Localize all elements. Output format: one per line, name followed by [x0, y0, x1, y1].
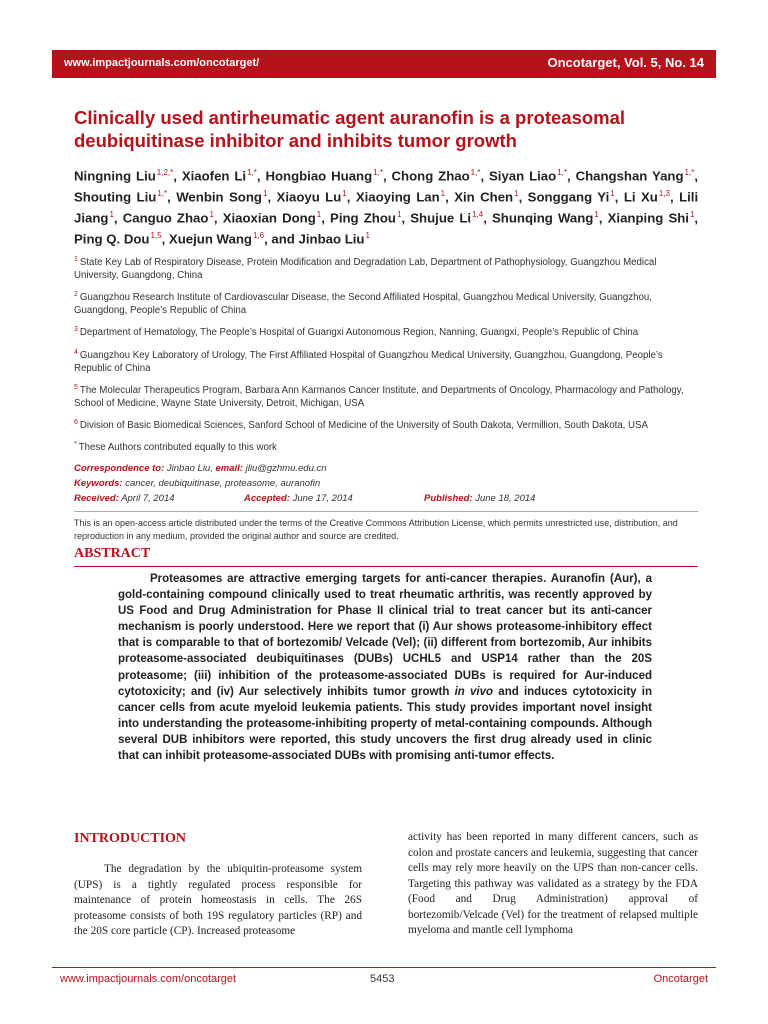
affiliations-list: [74, 253, 698, 461]
author-name: Shouting Liu: [74, 189, 157, 205]
affiliation-item: [74, 253, 698, 282]
affiliation-text: Division of Basic Biomedical Sciences, Sanford School of Medicine of the University of South Dakota, Vermillion, South Dakota, USA: [79, 420, 648, 432]
affiliation-marker: 2: [74, 291, 78, 299]
author-affiliation-marker: 1,*: [373, 168, 383, 177]
author-affiliation-marker: 1,*: [470, 168, 481, 177]
author-affiliation-marker: 1: [594, 209, 599, 219]
author-affiliation-marker: 1,4: [472, 209, 484, 219]
affiliation-item: [74, 346, 698, 375]
author-affiliation-marker: 1,6: [252, 230, 265, 240]
author-affiliation-marker: 1: [209, 209, 214, 219]
affiliation-text: The Molecular Therapeutics Program, Barbara Ann Karmanos Cancer Institute, and Departments of Oncology, Pharmacology and Pathology, School of Medicine, Wayne State University, Detroit, Michigan, USA: [74, 385, 684, 410]
received-date: Received: April 7, 2014: [74, 493, 175, 504]
author-name: Xuejun Wang: [168, 231, 252, 247]
author-name: Ningning Liu: [74, 168, 156, 184]
author-affiliation-marker: 1: [262, 188, 268, 198]
author-name: Shujue Li: [410, 210, 472, 226]
author-affiliation-marker: 1,*: [684, 168, 695, 177]
correspondence-line: [74, 461, 698, 476]
affiliation-text: Guangzhou Key Laboratory of Urology, The First Affiliated Hospital of Guangzhou Medical University, Guangzhou, Guangdong, People’s Republic of China: [74, 349, 663, 374]
author-name: Xiaoxian Dong: [222, 210, 316, 226]
author-affiliation-marker: 1: [342, 188, 347, 198]
accepted-date: Accepted: June 17, 2014: [244, 493, 353, 504]
page-number: 5453: [370, 973, 395, 985]
author-name: Wenbin Song: [176, 189, 262, 205]
author-affiliation-marker: 1,*: [557, 168, 567, 177]
abstract-body: Proteasomes are attractive emerging targets for anti-cancer therapies. Auranofin (Aur), a gold-containing compound clinically used to treat rheumatic arthritis, was recently approved by US Food and Drug Administration for Phase II clinical trial to treat cancer but its anti-cancer mechanism is poorly understood. Here we report that (i) Aur shows proteasome-inhibitory effect that is comparable to that of bortezomib/ Velcade (Vel); (ii) different from bortezomib, Aur inhibits proteasome-associated deubiquitinases (DUBs) UCHL5 and USP14 rather than the 20S proteasome; (iii) inhibition of the proteasome-associated DUBs is required for Aur-induced cytotoxicity; and (iv) Aur selectively inhibits tumor growth in vivo and induces cytotoxicity in cancer cells from acute myeloid leukemia patients. This study provides important novel insight into understanding the proteasome-inhibiting property of metal-containing compounds. Although several DUB inhibitors were reported, this study uncovers the first drug already used in clinic that can inhibit proteasome-associated DUBs with promising anti-tumor effects.: [118, 573, 652, 763]
affiliation-marker: *: [74, 441, 77, 449]
author-affiliation-marker: 1,2,*: [156, 168, 174, 177]
keywords-line: [74, 476, 698, 491]
correspondence-name: Jinbao Liu,: [166, 463, 213, 474]
author-name: Chong Zhao: [391, 168, 470, 184]
affiliation-text: State Key Lab of Respiratory Disease, Protein Modification and Degradation Lab, Department of Pathophysiology, Guangzhou Medical University, Guangdong, China: [74, 257, 657, 282]
affiliation-item: [74, 416, 698, 432]
author-name: Xiaoying Lan: [355, 189, 440, 205]
correspondence-email[interactable]: jliu@gzhmu.edu.cn: [245, 463, 327, 474]
affiliation-item: [74, 288, 698, 317]
author-name: Xiaoyu Lu: [276, 189, 342, 205]
author-name: Xiaofen Li: [181, 168, 247, 184]
author-name: Hongbiao Huang: [265, 168, 373, 184]
affiliation-marker: 3: [74, 326, 78, 334]
affiliation-marker: 1: [74, 256, 78, 263]
author-affiliation-marker: 1: [316, 209, 322, 219]
author-affiliation-marker: 1: [610, 188, 615, 198]
author-name: Li Xu: [623, 189, 658, 205]
journal-header-banner: [52, 50, 716, 78]
affiliation-text: These Authors contributed equally to this work: [78, 442, 277, 454]
author-name: Xianping Shi: [607, 210, 689, 226]
author-affiliation-marker: 1: [396, 209, 402, 219]
published-date: Published: June 18, 2014: [424, 493, 536, 504]
keywords-label: Keywords:: [74, 478, 123, 489]
affiliation-item: [74, 381, 698, 410]
footer-divider: [52, 967, 716, 968]
article-title: Clinically used antirheumatic agent auranofin is a proteasomal deubiquitinase inhibitor and inhibits tumor growth: [74, 107, 626, 151]
author-affiliation-marker: 1,*: [247, 168, 257, 177]
affiliation-item: [74, 323, 698, 339]
author-name: Ping Zhou: [330, 210, 396, 226]
author-name: Siyan Liao: [489, 168, 557, 184]
affiliation-marker: 6: [74, 419, 78, 427]
author-name: Jinbao Liu: [298, 231, 365, 247]
author-name: Lili Jiang: [74, 189, 699, 226]
author-affiliation-marker: 1,5: [150, 230, 162, 240]
introduction-right-column: activity has been reported in many different cancers, such as colon and prostate cancers and leukemia, suggesting that cancer cells may rely more heavily on the UPS than non-cancer cells. Targeting this pathway was validated as a strategy by the FDA (Food and Drug Administration) approval of bortezomib/Velcade (Vel) for the treatment of relapsed multiple myeloma and mantle cell lymphoma: [408, 831, 698, 936]
author-affiliation-marker: 1,*: [157, 188, 168, 198]
correspondence-label: Correspondence to:: [74, 463, 165, 474]
footer-journal-name: Oncotarget: [653, 973, 708, 985]
introduction-left-column: The degradation by the ubiquitin-proteasome system (UPS) is a tightly regulated process responsible for maintenance of protein homeostasis in cells. The 26S proteasome consists of both 19S regulatory particles (RP) and the 20S core particle (CP). Increased proteasome: [74, 863, 362, 937]
author-affiliation-marker: 1: [514, 188, 519, 198]
author-name: Changshan Yang: [575, 168, 684, 184]
abstract-heading: ABSTRACT: [74, 546, 151, 561]
abstract-divider: [74, 566, 698, 567]
footer-journal-url[interactable]: www.impactjournals.com/oncotarget: [60, 973, 237, 985]
affiliation-text: Guangzhou Research Institute of Cardiovascular Disease, the Second Affiliated Hospital, Guangzhou Medical University, Guangzhou, Guangdong, People’s Republic of China: [74, 292, 652, 317]
abstract-italic-term: in vivo: [454, 685, 494, 698]
keywords-text: cancer, deubiquitinase, proteasome, auranofin: [125, 478, 321, 489]
author-affiliation-marker: 1: [365, 230, 370, 240]
author-affiliation-marker: 1: [689, 209, 695, 219]
header-journal-volume: Oncotarget, Vol. 5, No. 14: [547, 55, 704, 70]
author-name: Songgang Yi: [527, 189, 610, 205]
header-journal-url[interactable]: www.impactjournals.com/oncotarget/: [64, 57, 260, 69]
introduction-heading: INTRODUCTION: [74, 831, 187, 846]
authors-and: and: [271, 231, 295, 247]
author-name: Shunqing Wang: [492, 210, 594, 226]
author-affiliation-marker: 1: [440, 188, 446, 198]
author-name: Ping Q. Dou: [74, 231, 150, 247]
affiliation-marker: 4: [74, 348, 78, 356]
author-affiliation-marker: 1,3: [658, 188, 670, 198]
author-affiliation-marker: 1: [109, 209, 114, 219]
email-label: email:: [215, 463, 243, 474]
author-list: Ningning Liu$^{1,2,*}$, Xiaofen $Li^{1,*}$, Hongbiao Huang$^{1,*}$, Chong Zhao$^{1,*}$, Siyan Liao$^{1,*}$, Changshan Yang$^{1,*}$, Shouting Liu$^{1,*}$, Wenbin Song$^1$, Xiaoyu Lu$^1$, Xiaoying Lan$^1$, Xin Chen$^1$, Songgang Yi$^1$, Li Xu$^{1,3}$, Lili Jiang$^1$, Canguo Zhao$^1$, Xiaoxian Dong$^1$, Ping Zhou$^1$, Shujue Li$^{1,4}$, Shunqing Wang$^1$, Xianping Shi$^1$, Ping Q. Dou$^{1,5}$, Xuejun Wang$^{1,6}$, and Jinbao Liu$^1$: [74, 168, 699, 247]
dates-line: [74, 491, 698, 506]
author-name: Xin Chen: [454, 189, 514, 205]
license-statement: This is an open-access article distributed under the terms of the Creative Commons Attribution License, which permits unrestricted use, distribution, and reproduction in any medium, provided the original author and source are credited.: [74, 518, 678, 541]
affiliation-marker: 5: [74, 383, 78, 391]
metadata-divider: [74, 511, 698, 512]
author-name: Canguo Zhao: [122, 210, 209, 226]
affiliation-text: Department of Hematology, The People’s Hospital of Guangxi Autonomous Region, Nanning, Guangxi, People’s Republic of China: [79, 327, 639, 339]
affiliation-item: [74, 438, 698, 454]
article-metadata: [74, 461, 698, 506]
